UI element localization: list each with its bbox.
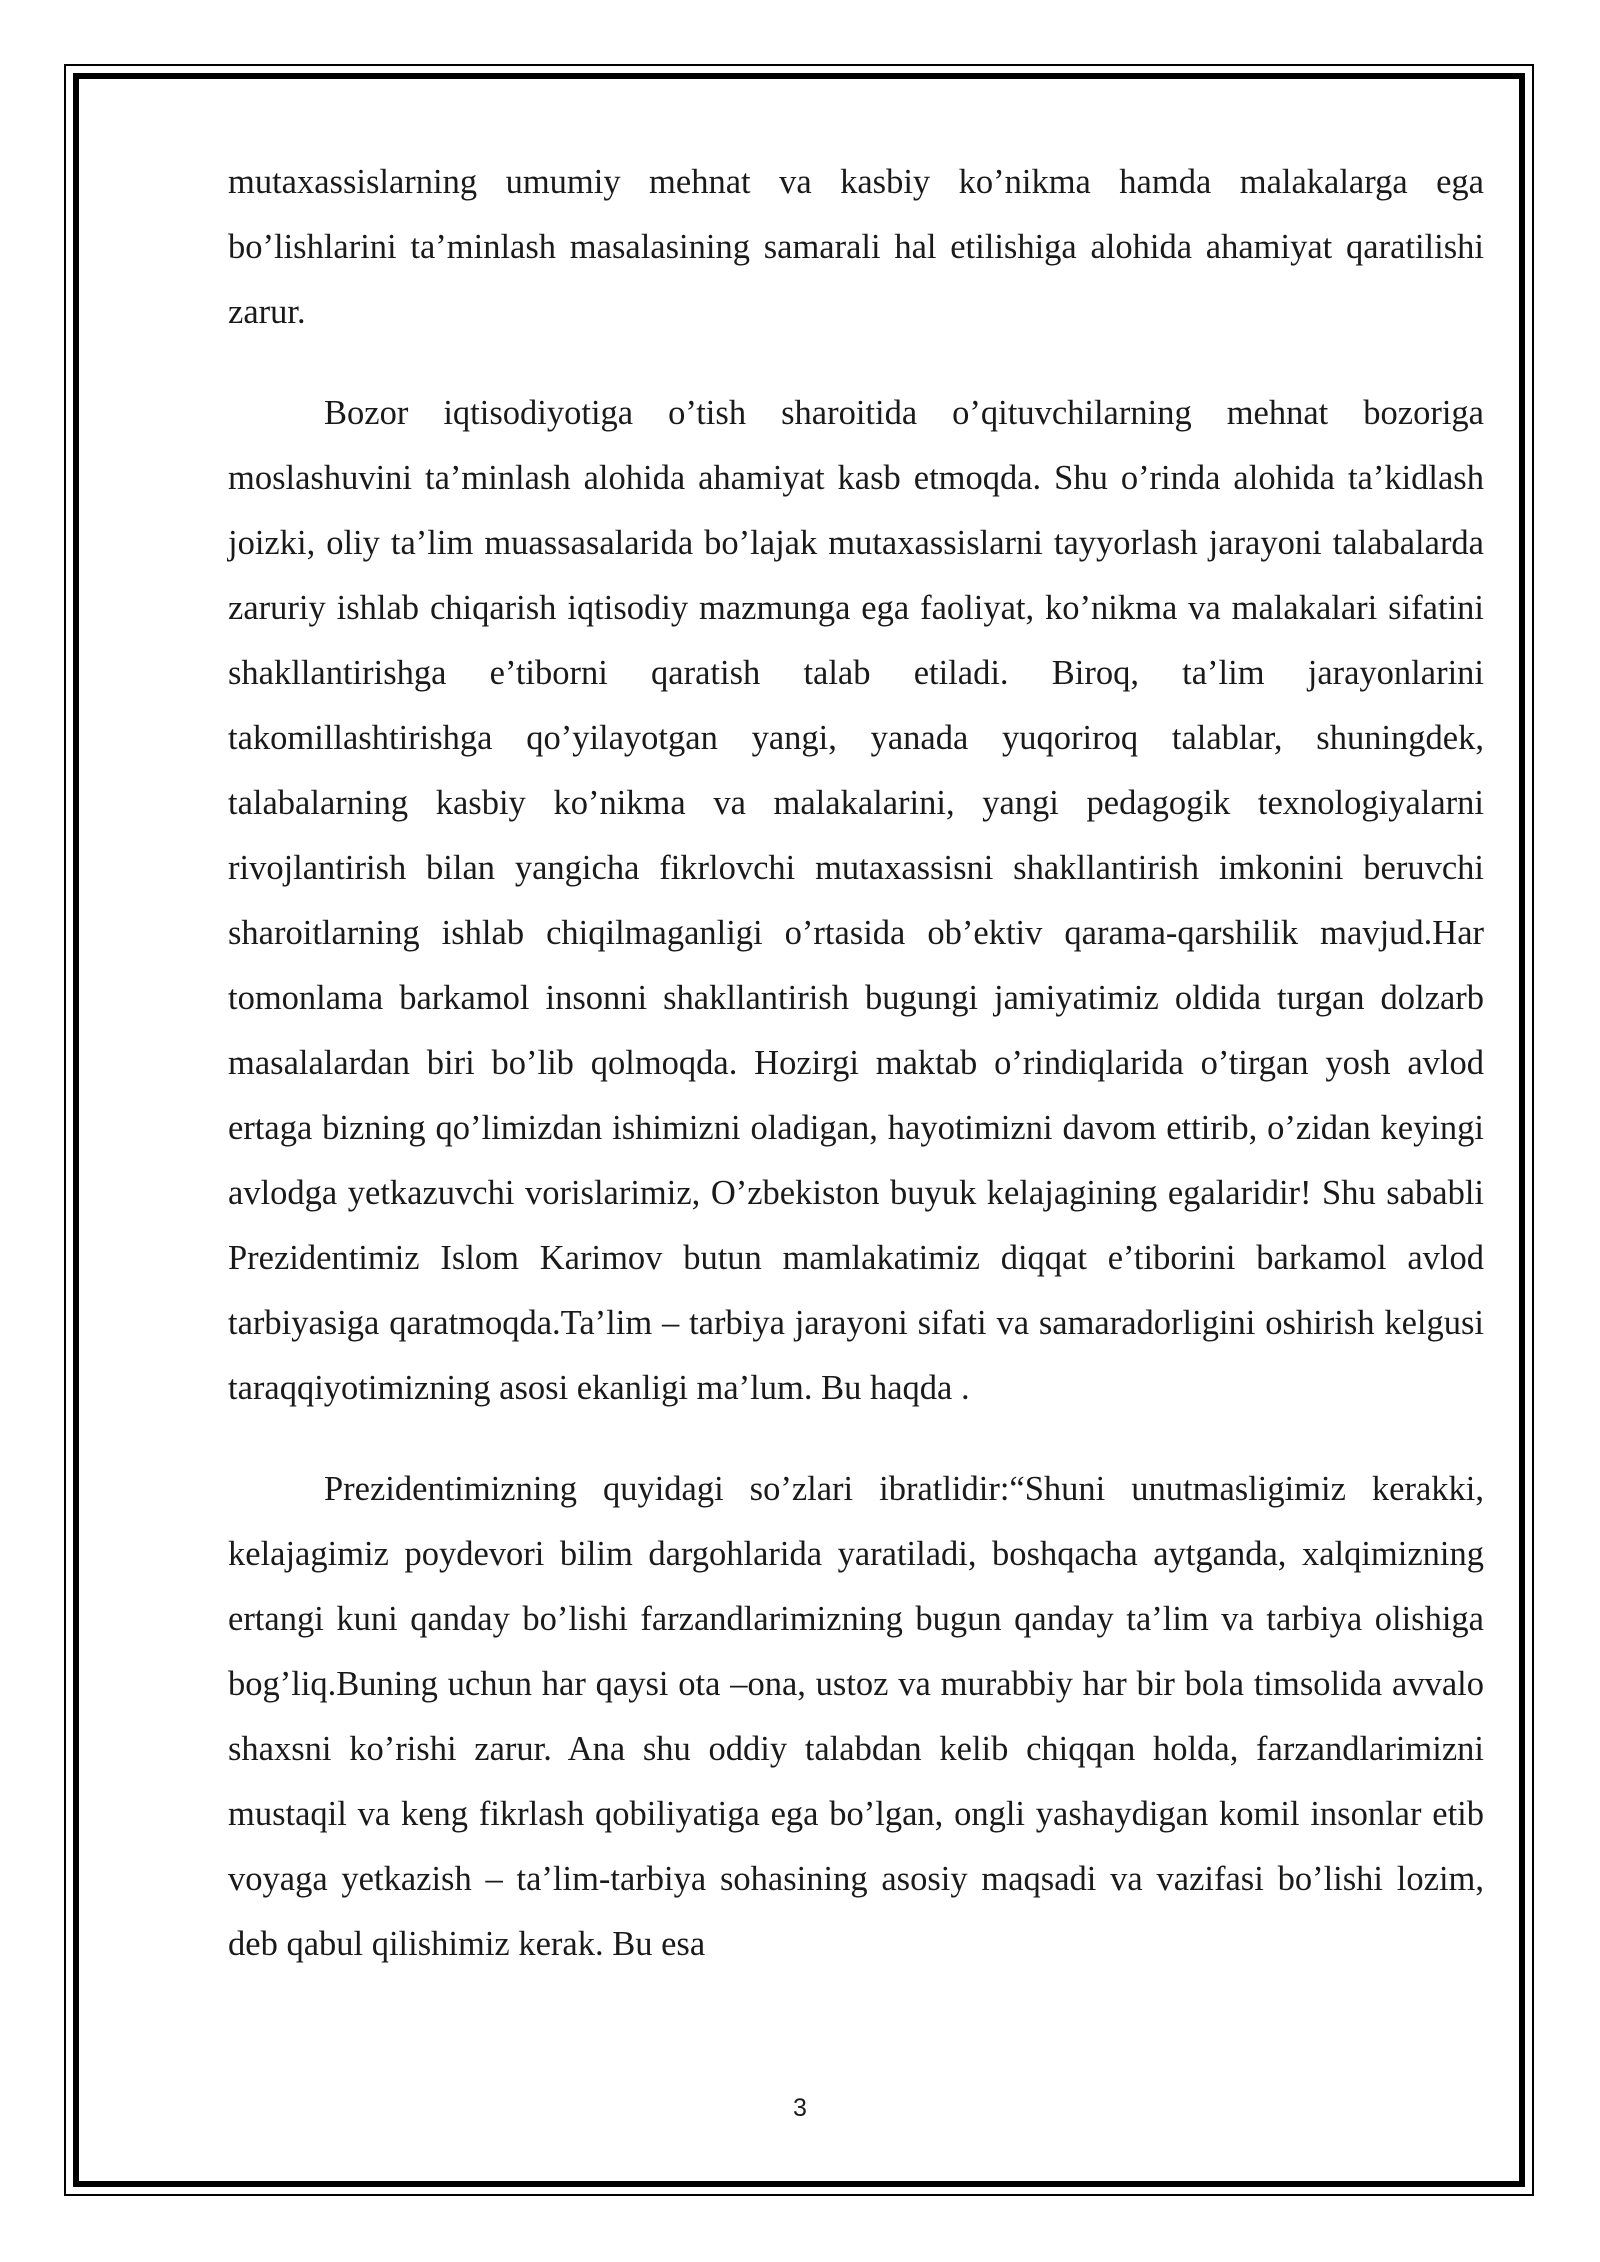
paragraph-gap bbox=[228, 1421, 1484, 1457]
paragraph-gap bbox=[228, 345, 1484, 381]
paragraph-2: Bozor iqtisodiyotiga o’tish sharoitida o’qituvchilarning mehnat bozoriga moslashuvini ta’minlash alohida ahamiyat kasb etmoqda. Shu o’rinda alohida ta’kidlash joizki, oliy ta’lim muassasalarida bo’lajak mutaxassislarni tayyorlash jarayoni talabalarda zaruriy ishlab chiqarish iqtisodiy mazmunga ega faoliyat, ko’nikma va malakalari sifatini shakllantirishga e’tiborni qaratish talab etiladi. Biroq, ta’lim jarayonlarini takomillashtirishga qo’yilayotgan yangi, yanada yuqoriroq talablar, shuningdek, talabalarning kasbiy ko’nikma va malakalarini, yangi pedagogik texnologiyalarni rivojlantirish bilan yangicha fikrlovchi mutaxassisni shakllantirish imkonini beruvchi sharoitlarning ishlab chiqilmaganligi o’rtasida ob’ektiv qarama-qarshilik mavjud.Har tomonlama barkamol insonni shakllantirish bugungi jamiyatimiz oldida turgan dolzarb masalalardan biri bo’lib qolmoqda. Hozirgi maktab o’rindiqlarida o’tirgan yosh avlod ertaga bizning qo’limizdan ishimizni oladigan, hayotimizni davom ettirib, o’zidan keyingi avlodga yetkazuvchi vorislarimiz, O’zbekiston buyuk kelajagining egalaridir! Shu sababli Prezidentimiz Islom Karimov butun mamlakatimiz diqqat e’tiborini barkamol avlod tarbiyasiga qaratmoqda.Ta’lim – tarbiya jarayoni sifati va samaradorligini oshirish kelgusi taraqqiyotimizning asosi ekanligi ma’lum. Bu haqda . bbox=[228, 394, 1484, 1407]
paragraph-3: Prezidentimizning quyidagi so’zlari ibratlidir:“Shuni unutmasligimiz kerakki, kelajagimiz poydevori bilim dargohlarida yaratiladi, boshqacha aytganda, xalqimizning ertangi kuni qanday bo’lishi farzandlarimizning bugun qanday ta’lim va tarbiya olishiga bog’liq.Buning uchun har qaysi ota –ona, ustoz va murabbiy har bir bola timsolida avvalo shaxsni ko’rishi zarur. Ana shu oddiy talabdan kelib chiqqan holda, farzandlarimizni mustaqil va keng fikrlash qobiliyatiga ega bo’lgan, ongli yashaydigan komil insonlar etib voyaga yetkazish – ta’lim-tarbiya sohasining asosiy maqsadi va vazifasi bo’lishi lozim, deb qabul qilishimiz kerak. Bu esa bbox=[228, 1470, 1484, 1963]
document-body bbox=[228, 150, 1484, 1977]
page-number: 3 bbox=[793, 2094, 807, 2122]
paragraph-1: mutaxassislarning umumiy mehnat va kasbiy ko’nikma hamda malakalarga ega bo’lishlarini ta’minlash masalasining samarali hal etilishiga alohida ahamiyat qaratilishi zarur. bbox=[228, 163, 1484, 331]
